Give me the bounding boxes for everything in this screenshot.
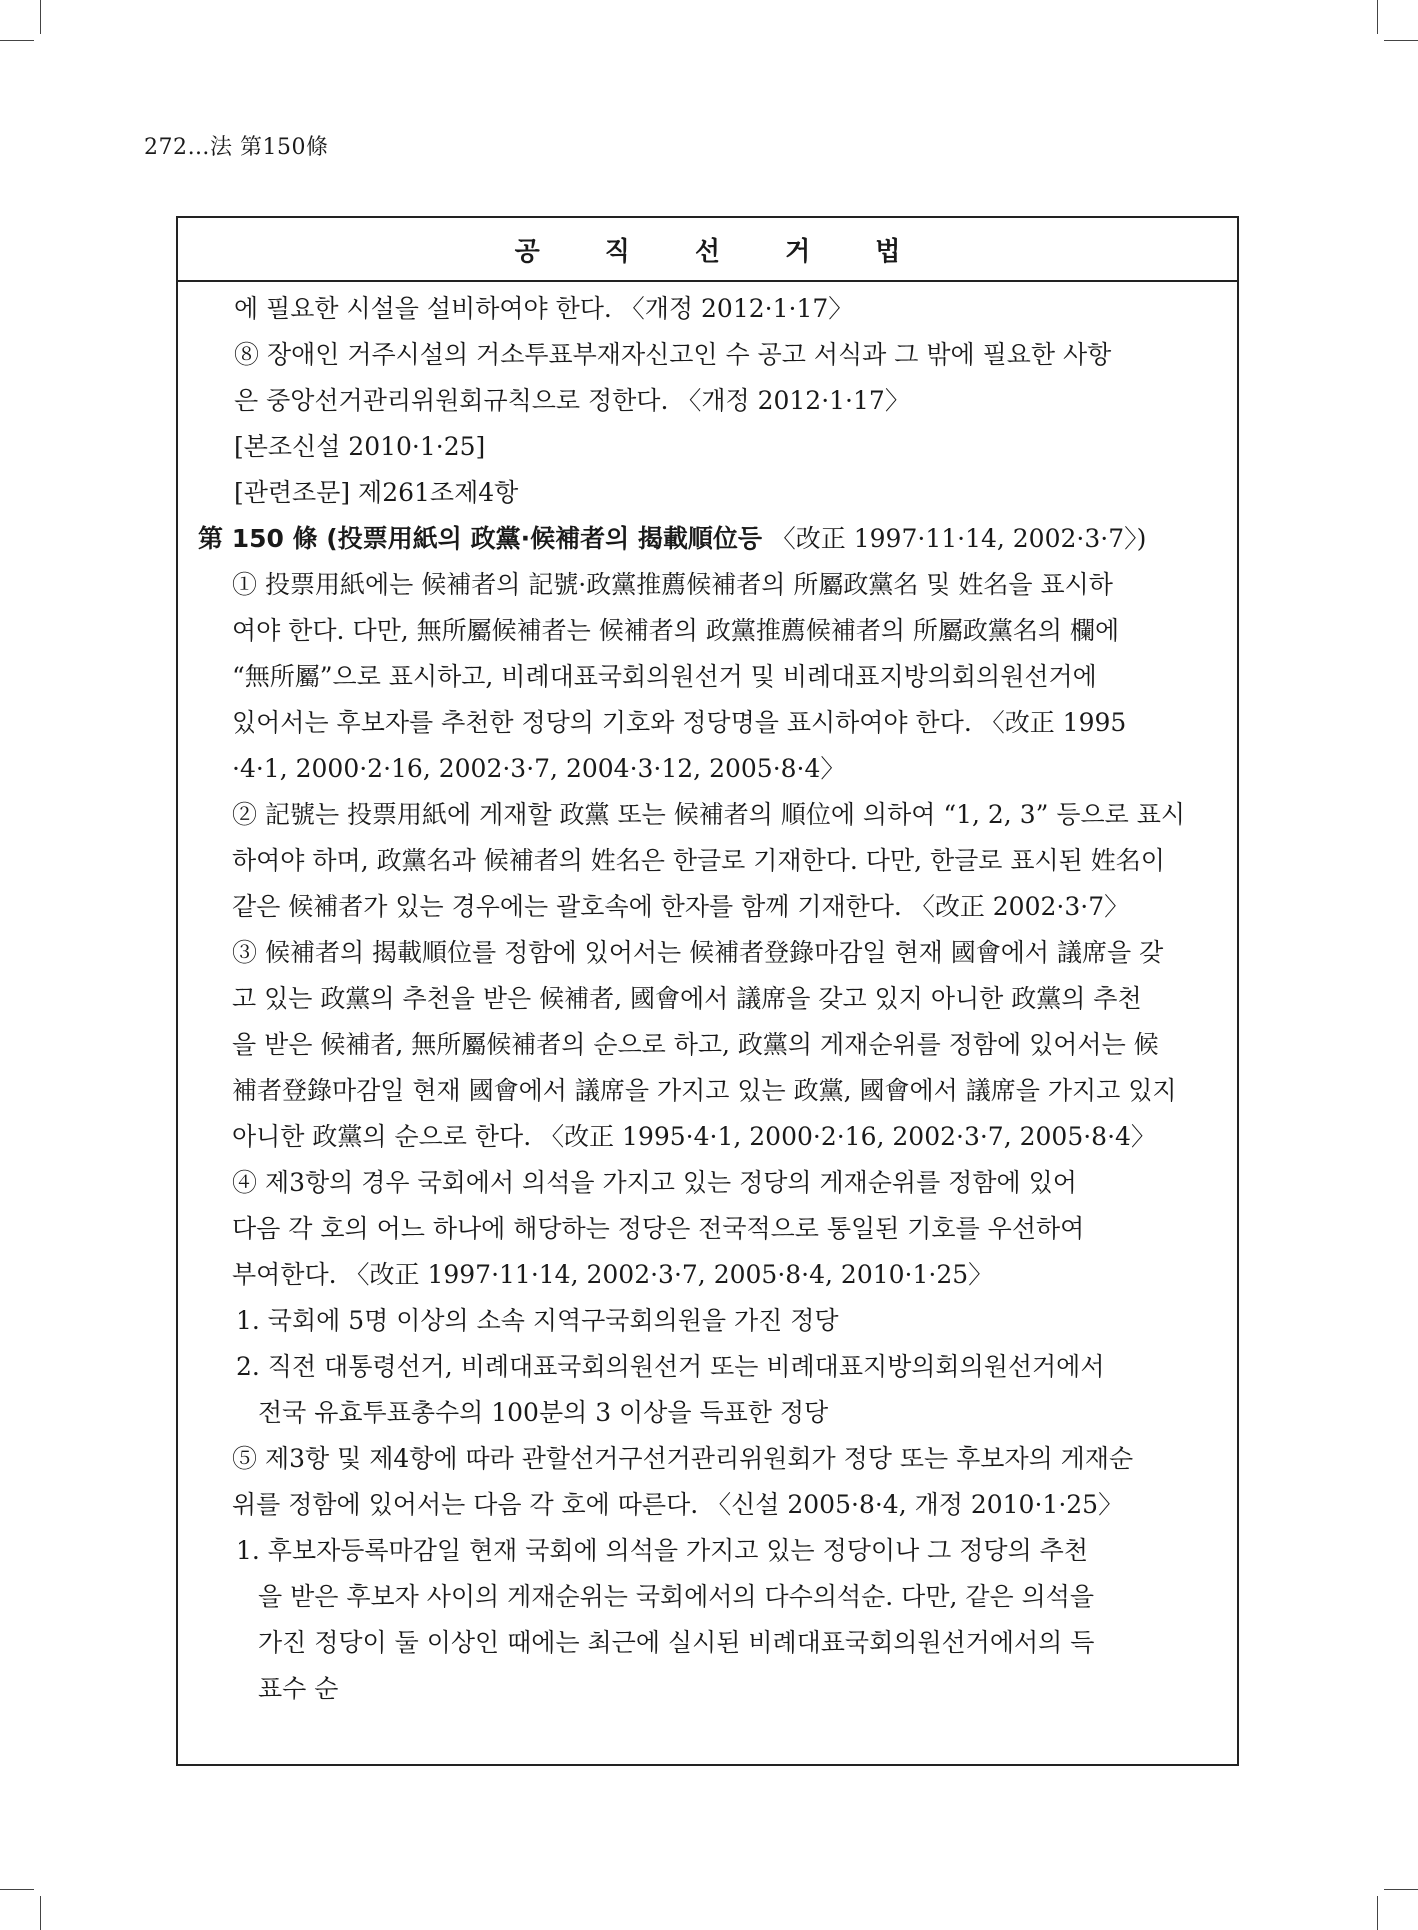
crop-mark [0,40,34,41]
text-line: 아니한 政黨의 순으로 한다. 〈改正 1995·4·1, 2000·2·16, 2002·3·7, 2005·8·4〉 [232,1122,1156,1151]
frame-title: 공 직 선 거 법 [178,218,1237,282]
text-line: 을 받은 후보자 사이의 게재순위는 국회에서의 다수의석순. 다만, 같은 의석을 [258,1582,1095,1611]
list-item: 1. 국회에 5명 이상의 소속 지역구국회의원을 가진 정당 [236,1306,839,1335]
text-line: ④ 제3항의 경우 국회에서 의석을 가지고 있는 정당의 게재순위를 정함에 있어 [232,1168,1077,1197]
text-line: 여야 한다. 다만, 無所屬候補者는 候補者의 政黨推薦候補者의 所屬政黨名의 欄에 [232,616,1120,645]
crop-mark [1384,1889,1418,1890]
text-line: [관련조문] 제261조제4항 [234,478,519,507]
text-line: 표수 순 [258,1674,339,1703]
text-line: 전국 유효투표총수의 100분의 3 이상을 득표한 정당 [258,1398,829,1427]
crop-mark [40,1896,41,1930]
running-head: 272…法 第150條 [144,135,329,160]
text-line: 은 중앙선거관리위원회규칙으로 정한다. 〈개정 2012·1·17〉 [234,386,910,415]
text-line: ① 投票用紙에는 候補者의 記號·政黨推薦候補者의 所屬政黨名 및 姓名을 표시하 [232,570,1113,599]
list-item: 1. 후보자등록마감일 현재 국회에 의석을 가지고 있는 정당이나 그 정당의 추천 [236,1536,1088,1565]
text-line: 부여한다. 〈改正 1997·11·14, 2002·3·7, 2005·8·4, 2010·1·25〉 [232,1260,994,1289]
text-line: 다음 각 호의 어느 하나에 해당하는 정당은 전국적으로 통일된 기호를 우선하여 [232,1214,1085,1243]
text-line: ·4·1, 2000·2·16, 2002·3·7, 2004·3·12, 2005·8·4〉 [232,754,846,783]
text-line: 같은 候補者가 있는 경우에는 괄호속에 한자를 함께 기재한다. 〈改正 2002·3·7〉 [232,892,1130,921]
article-heading-note: 〈改正 1997·11·14, 2002·3·7〉) [770,524,1147,553]
text-line: 하여야 하며, 政黨名과 候補者의 姓名은 한글로 기재한다. 다만, 한글로 표시된 姓名이 [232,846,1165,875]
text-line: 위를 정함에 있어서는 다음 각 호에 따른다. 〈신설 2005·8·4, 개정 2010·1·25〉 [232,1490,1124,1519]
crop-mark [0,1889,34,1890]
text-line: 에 필요한 시설을 설비하여야 한다. 〈개정 2012·1·17〉 [234,294,854,323]
text-line: 고 있는 政黨의 추천을 받은 候補者, 國會에서 議席을 갖고 있지 아니한 政黨의 추천 [232,984,1142,1013]
crop-mark [1377,0,1378,34]
text-line: ③ 候補者의 揭載順位를 정함에 있어서는 候補者登錄마감일 현재 國會에서 議席을 갖 [232,938,1164,967]
crop-mark [1377,1896,1378,1930]
text-line: 가진 정당이 둘 이상인 때에는 최근에 실시된 비례대표국회의원선거에서의 득 [258,1628,1095,1657]
text-line: 을 받은 候補者, 無所屬候補者의 순으로 하고, 政黨의 게재순위를 정함에 있어서는 候 [232,1030,1159,1059]
text-line: ⑤ 제3항 및 제4항에 따라 관할선거구선거관리위원회가 정당 또는 후보자의 게재순 [232,1444,1134,1473]
text-line: [본조신설 2010·1·25] [234,432,486,461]
article-heading [198,524,1146,554]
crop-mark [1384,40,1418,41]
text-line: “無所屬”으로 표시하고, 비례대표국회의원선거 및 비례대표지방의회의원선거에 [232,662,1097,691]
text-line: ② 記號는 投票用紙에 게재할 政黨 또는 候補者의 順位에 의하여 “1, 2, 3” 등으로 표시 [232,800,1186,829]
text-line: ⑧ 장애인 거주시설의 거소투표부재자신고인 수 공고 서식과 그 밖에 필요한 사항 [234,340,1112,369]
crop-mark [40,0,41,34]
text-line: 있어서는 후보자를 추천한 정당의 기호와 정당명을 표시하여야 한다. 〈改正 1995 [232,708,1127,737]
article-heading-title: 第 150 條 (投票用紙의 政黨·候補者의 揭載順位등 [198,524,763,553]
statute-frame [176,216,1239,1766]
list-item: 2. 직전 대통령선거, 비례대표국회의원선거 또는 비례대표지방의회의원선거에서 [236,1352,1105,1381]
text-line: 補者登錄마감일 현재 國會에서 議席을 가지고 있는 政黨, 國會에서 議席을 가지고 있지 [232,1076,1177,1105]
